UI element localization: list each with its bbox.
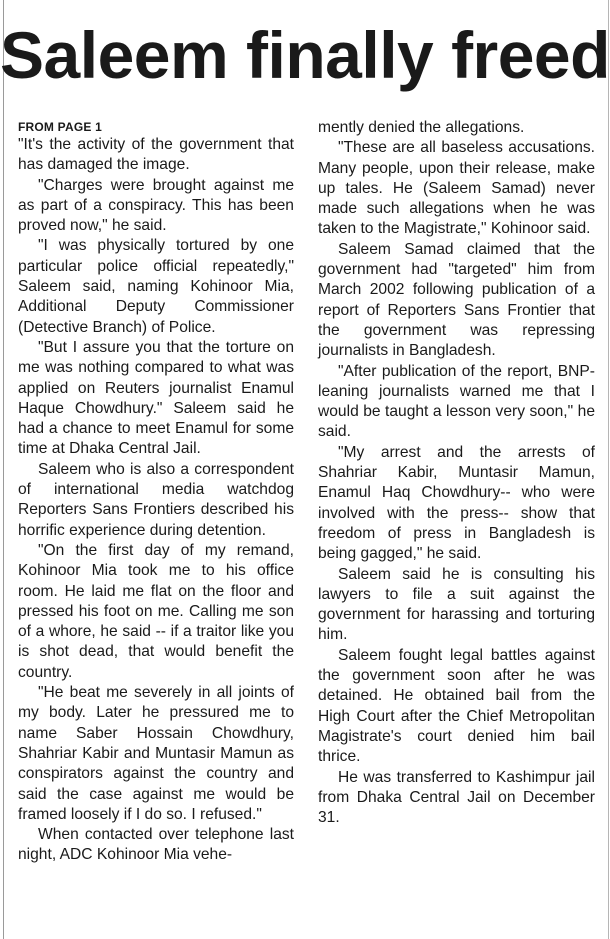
paragraph: mently denied the allegations.	[318, 119, 525, 136]
continuation-kicker: FROM PAGE 1	[18, 120, 102, 134]
left-column	[18, 118, 294, 866]
paragraph: "I was physically tortured by one particular police official repeatedly," Saleem said, naming Kohinoor Mia, Additional Deputy Commissioner (Detective Branch) of Police.	[18, 237, 294, 336]
paragraph: Saleem fought legal battles against the government soon after he was detained. He obtained bail from the High Court after the Chief Metropolitan Magistrate's court denied him bail thrice.	[318, 646, 595, 766]
paragraph: "It's the activity of the government that has damaged the image.	[18, 136, 294, 174]
paragraph: Saleem Samad claimed that the government had "targeted" him from March 2002 following publication of a report of Reporters Sans Frontier that the government was repressing journalists in Bangladesh.	[318, 240, 595, 360]
right-column	[318, 118, 595, 828]
paragraph: "After publication of the report, BNP-leaning journalists warned me that I would be taught a lesson very soon," he said.	[318, 362, 595, 441]
paragraph: "On the first day of my remand, Kohinoor Mia took me to his office room. He laid me flat on the floor and pressed his foot on me. Calling me son of a whore, he said -- if a traitor like you is shot dead, that would benefit the country.	[18, 541, 294, 681]
paragraph: "But I assure you that the torture on me was nothing compared to what was applied on Reuters journalist Enamul Haque Chowdhury." Saleem said he had a chance to meet Enamul for some time at Dhaka Central Jail.	[18, 338, 294, 458]
paragraph: "These are all baseless accusations. Many people, upon their release, make up tales. He (Saleem Samad) never made such allegations when he was taken to the Magistrate," Kohinoor said.	[318, 139, 595, 238]
paragraph: He was transferred to Kashimpur jail from Dhaka Central Jail on December 31.	[318, 768, 595, 827]
headline: Saleem finally freed	[0, 18, 610, 92]
paragraph: Saleem said he is consulting his lawyers to file a suit against the government for harassing and torturing him.	[318, 565, 595, 644]
paragraph: "Charges were brought against me as part of a conspiracy. This has been proved now," he said.	[18, 176, 294, 235]
left-border-rule	[3, 0, 4, 939]
paragraph: "He beat me severely in all joints of my body. Later he pressured me to name Saber Hossain Chowdhury, Shahriar Kabir and Muntasir Mamun as conspirators against the country and said the case against me would be framed loosely if I do so. I refused."	[18, 684, 294, 823]
paragraph: When contacted over telephone last night, ADC Kohinoor Mia vehe-	[18, 826, 294, 864]
paragraph: "My arrest and the arrests of Shahriar Kabir, Muntasir Mamun, Enamul Haq Chowdhury-- who were involved with the press-- show that freedom of press in Bangladesh is being gagged," he said.	[318, 443, 595, 563]
paragraph: Saleem who is also a correspondent of international media watchdog Reporters Sans Frontiers described his horrific experience during detention.	[18, 460, 294, 539]
right-border-rule	[608, 0, 609, 939]
